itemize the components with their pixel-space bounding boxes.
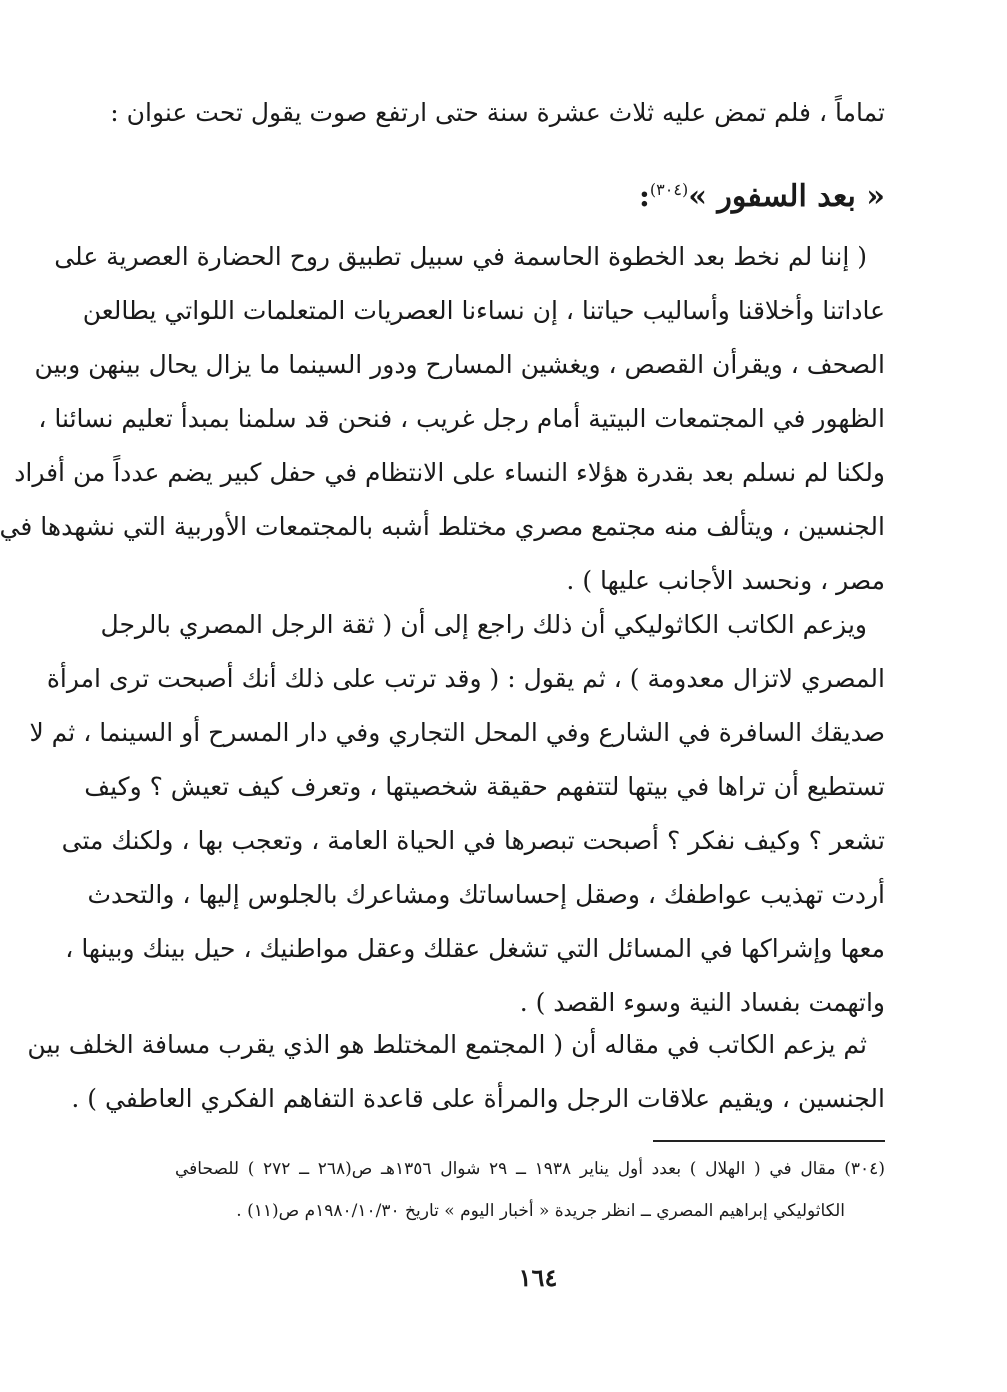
paragraph-line: تشعر ؟ وكيف نفكر ؟ أصبحت تبصرها في الحياة العامة ، وتعجب بها ، ولكنك متى	[61, 826, 885, 855]
paragraph-line: الظهور في المجتمعات البيتية أمام رجل غريب ، فنحن قد سلمنا بمبدأ تعليم نسائنا ،	[38, 404, 885, 433]
paragraph-line: الجنسين ، ويقيم علاقات الرجل والمرأة على قاعدة التفاهم الفكري العاطفي ) .	[71, 1084, 885, 1113]
footnote-line: الكاثوليكي إبراهيم المصري ــ انظر جريدة « أخبار اليوم » تاريخ ١٩٨٠/١٠/٣٠م ص(١١) .	[236, 1201, 845, 1221]
paragraph-3	[27, 1018, 885, 1126]
paragraph-line: ( إننا لم نخط بعد الخطوة الحاسمة في سبيل تطبيق روح الحضارة العصرية على	[54, 242, 867, 271]
paragraph-line: عاداتنا وأخلاقنا وأساليب حياتنا ، إن نساءنا العصريات المتعلمات اللواتي يطالعن	[82, 296, 885, 325]
paragraph-line: الجنسين ، ويتألف منه مجتمع مصري مختلط أشبه بالمجتمعات الأوربية التي نشهدها في	[0, 512, 885, 541]
paragraph-line: معها وإشراكها في المسائل التي تشغل عقلك وعقل مواطنيك ، حيل بينك وبينها ،	[65, 934, 885, 963]
heading-colon: :	[638, 179, 650, 214]
paragraph-line: الصحف ، ويقرأن القصص ، ويغشين المسارح ودور السينما ما يزال يحال بينهن وبين	[34, 350, 885, 379]
footnote-line: (٣٠٤) مقال في ( الهلال ) بعدد أول يناير ١٩٣٨ ــ ٢٩ شوال ١٣٥٦هـ ص(٢٦٨ ــ ٢٧٢ ) للصحافي	[175, 1159, 885, 1179]
page-number: ١٦٤	[518, 1263, 558, 1292]
footnote-divider	[653, 1140, 885, 1142]
heading-title: « بعد السفور »	[688, 179, 885, 214]
intro-text	[110, 86, 885, 140]
intro-line: تماماً ، فلم تمض عليه ثلاث عشرة سنة حتى ارتفع صوت يقول تحت عنوان :	[110, 98, 885, 127]
paragraph-line: تستطيع أن تراها في بيتها لتتفهم حقيقة شخصيتها ، وتعرف كيف تعيش ؟ وكيف	[84, 772, 885, 801]
paragraph-2	[29, 598, 885, 1030]
paragraph-line: صديقك السافرة في الشارع وفي المحل التجاري وفي دار المسرح أو السينما ، ثم لا	[29, 718, 885, 747]
paragraph-line: ولكنا لم نسلم بعد بقدرة هؤلاء النساء على الانتظام في حفل كبير يضم عدداً من أفراد	[14, 458, 885, 487]
section-heading	[639, 160, 885, 220]
paragraph-line: واتهمت بفساد النية وسوء القصد ) .	[519, 988, 885, 1017]
footnotes	[175, 1148, 885, 1232]
paragraph-line: أردت تهذيب عواطفك ، وصقل إحساساتك ومشاعرك بالجلوس إليها ، والتحدث	[87, 880, 885, 909]
paragraph-line: ثم يزعم الكاتب في مقاله أن ( المجتمع المختلط هو الذي يقرب مسافة الخلف بين	[27, 1030, 867, 1059]
heading-footnote-ref: (٣٠٤)	[649, 180, 689, 199]
paragraph-line: ويزعم الكاتب الكاثوليكي أن ذلك راجع إلى أن ( ثقة الرجل المصري بالرجل	[100, 610, 867, 639]
paragraph-1	[0, 230, 885, 608]
paragraph-line: مصر ، ونحسد الأجانب عليها ) .	[566, 566, 885, 595]
paragraph-line: المصري لاتزال معدومة ) ، ثم يقول : ( وقد ترتب على ذلك أنك أصبحت ترى امرأة	[46, 664, 885, 693]
